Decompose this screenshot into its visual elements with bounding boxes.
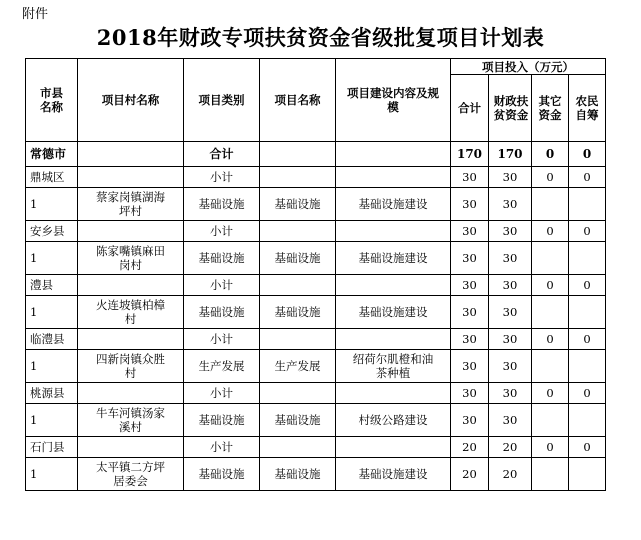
subtotal-other: 0 [532,167,569,188]
item-index: 1 [26,404,78,437]
item-index: 1 [26,296,78,329]
item-other [532,296,569,329]
col-header-total: 合计 [451,75,489,142]
item-farmer [569,404,606,437]
total-other: 0 [532,142,569,167]
total-fiscal: 170 [489,142,532,167]
page-title: 2018年财政专项扶贫资金省级批复项目计划表 [96,25,545,50]
project-content: 基础设施建设 [336,242,451,275]
item-farmer [569,188,606,221]
col-header-county: 市县名称 [26,59,78,142]
item-fiscal: 30 [489,350,532,383]
subtotal-farmer: 0 [569,167,606,188]
project-name: 基础设施 [260,242,336,275]
subtotal-fiscal: 30 [489,383,532,404]
project-category: 基础设施 [184,404,260,437]
subtotal-row [26,167,606,188]
subtotal-farmer: 0 [569,275,606,296]
total-farmer: 0 [569,142,606,167]
project-name: 基础设施 [260,458,336,491]
item-farmer [569,350,606,383]
item-other [532,242,569,275]
attachment-label: 附件 [22,7,49,22]
project-category: 基础设施 [184,188,260,221]
item-fiscal: 30 [489,242,532,275]
subtotal-total: 20 [451,437,489,458]
item-index: 1 [26,458,78,491]
subtotal-label: 小计 [184,275,260,296]
item-total: 30 [451,296,489,329]
item-farmer [569,458,606,491]
subtotal-total: 30 [451,167,489,188]
village-name: 蔡家岗镇湖海坪村 [78,188,184,221]
item-fiscal: 30 [489,296,532,329]
item-index: 1 [26,242,78,275]
item-index: 1 [26,350,78,383]
county-name: 桃源县 [26,383,78,404]
project-name: 基础设施 [260,404,336,437]
subtotal-fiscal: 30 [489,329,532,350]
project-row [26,458,606,491]
item-total: 20 [451,458,489,491]
subtotal-fiscal: 30 [489,275,532,296]
subtotal-fiscal: 30 [489,167,532,188]
subtotal-label: 小计 [184,383,260,404]
item-total: 30 [451,404,489,437]
col-header-fiscal: 财政扶贫资金 [489,75,532,142]
item-total: 30 [451,188,489,221]
project-row [26,296,606,329]
project-category: 基础设施 [184,458,260,491]
subtotal-farmer: 0 [569,437,606,458]
subtotal-label: 小计 [184,437,260,458]
item-other [532,188,569,221]
col-header-other: 其它资金 [532,75,569,142]
subtotal-total: 30 [451,275,489,296]
item-farmer [569,242,606,275]
county-name: 澧县 [26,275,78,296]
subtotal-row [26,329,606,350]
project-content: 绍荷尔肌橙和油茶种植 [336,350,451,383]
total-label: 合计 [184,142,260,167]
subtotal-label: 小计 [184,221,260,242]
col-header-content: 项目建设内容及规模 [336,59,451,142]
project-content: 基础设施建设 [336,458,451,491]
project-plan-table [25,58,606,491]
col-header-category: 项目类别 [184,59,260,142]
county-name: 临澧县 [26,329,78,350]
village-name: 牛车河镇汤家溪村 [78,404,184,437]
col-header-investment-group: 项目投入（万元） [451,59,606,75]
subtotal-row [26,221,606,242]
project-content: 基础设施建设 [336,188,451,221]
project-category: 基础设施 [184,242,260,275]
subtotal-other: 0 [532,275,569,296]
project-category: 生产发展 [184,350,260,383]
subtotal-row [26,437,606,458]
subtotal-total: 30 [451,221,489,242]
total-row [26,142,606,167]
project-content: 基础设施建设 [336,296,451,329]
col-header-farmer: 农民自筹 [569,75,606,142]
village-name: 陈家嘴镇麻田岗村 [78,242,184,275]
item-farmer [569,296,606,329]
project-category: 基础设施 [184,296,260,329]
county-name: 安乡县 [26,221,78,242]
subtotal-fiscal: 30 [489,221,532,242]
col-header-village: 项目村名称 [78,59,184,142]
total-amount: 170 [451,142,489,167]
item-total: 30 [451,350,489,383]
project-row [26,404,606,437]
project-content: 村级公路建设 [336,404,451,437]
subtotal-other: 0 [532,437,569,458]
item-other [532,350,569,383]
village-name: 太平镇二方坪居委会 [78,458,184,491]
subtotal-farmer: 0 [569,329,606,350]
county-name: 鼎城区 [26,167,78,188]
project-name: 基础设施 [260,296,336,329]
project-name: 基础设施 [260,188,336,221]
village-name: 火连坡镇柏樟村 [78,296,184,329]
village-name: 四新岗镇众胜村 [78,350,184,383]
item-fiscal: 30 [489,404,532,437]
project-name: 生产发展 [260,350,336,383]
col-header-project: 项目名称 [260,59,336,142]
subtotal-other: 0 [532,383,569,404]
subtotal-fiscal: 20 [489,437,532,458]
subtotal-other: 0 [532,221,569,242]
item-total: 30 [451,242,489,275]
subtotal-total: 30 [451,383,489,404]
project-row [26,350,606,383]
project-row [26,242,606,275]
subtotal-total: 30 [451,329,489,350]
project-row [26,188,606,221]
item-fiscal: 20 [489,458,532,491]
item-other [532,404,569,437]
subtotal-row [26,383,606,404]
subtotal-other: 0 [532,329,569,350]
subtotal-farmer: 0 [569,383,606,404]
item-fiscal: 30 [489,188,532,221]
subtotal-farmer: 0 [569,221,606,242]
subtotal-label: 小计 [184,167,260,188]
total-county: 常德市 [26,142,78,167]
item-other [532,458,569,491]
item-index: 1 [26,188,78,221]
subtotal-label: 小计 [184,329,260,350]
county-name: 石门县 [26,437,78,458]
subtotal-row [26,275,606,296]
